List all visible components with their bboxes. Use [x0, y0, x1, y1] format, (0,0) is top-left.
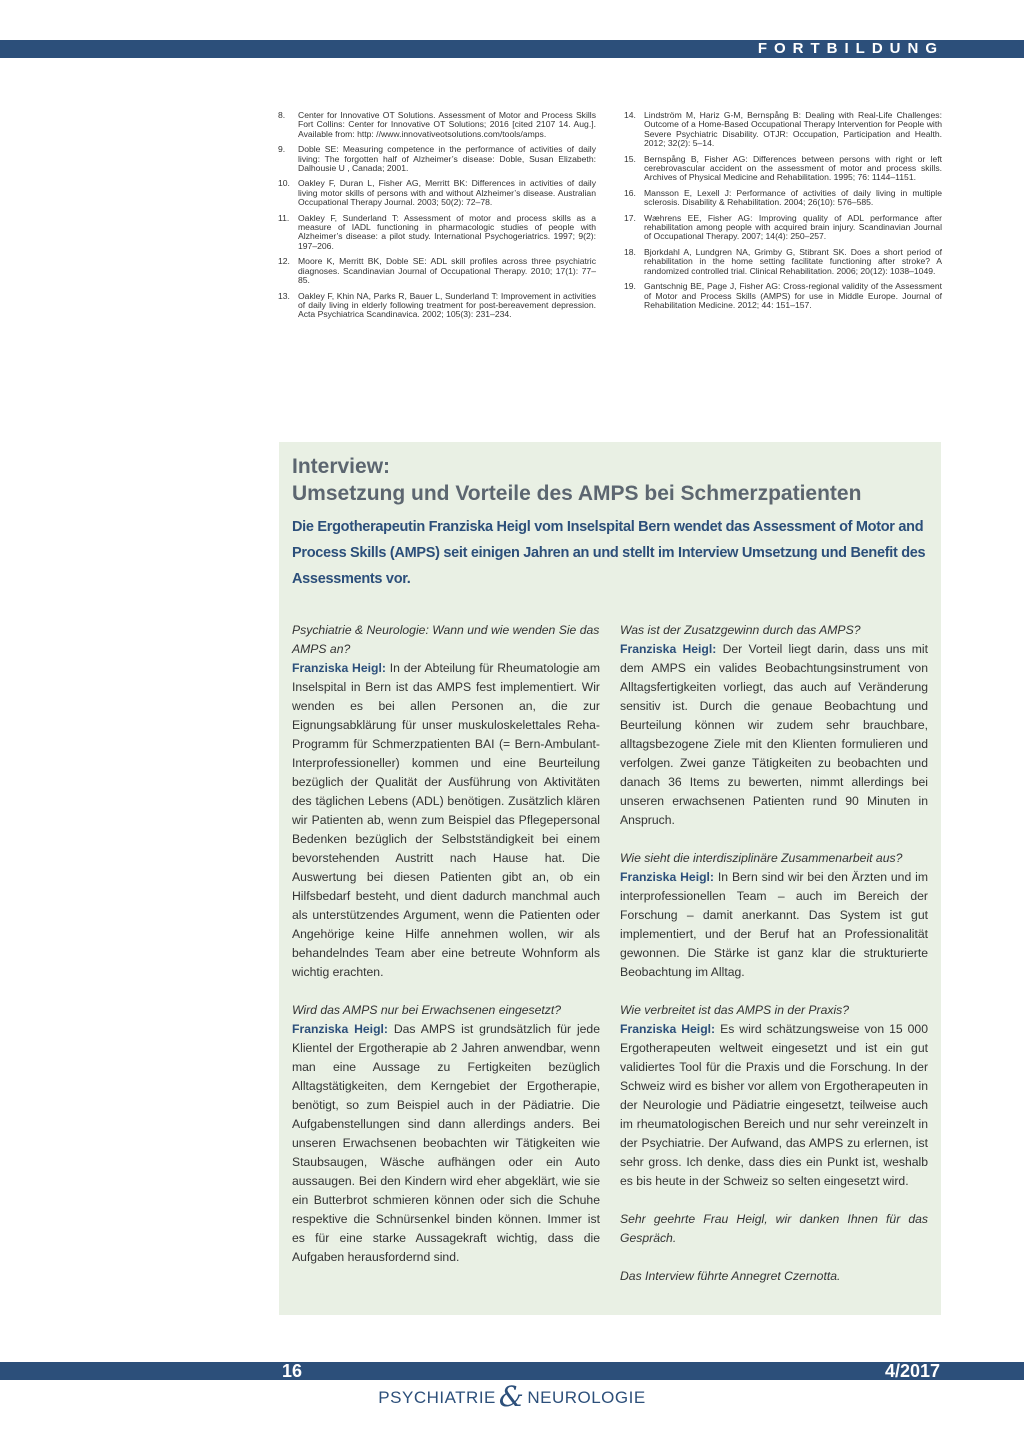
reference-item: 16. Mansson E, Lexell J: Performance of activities of daily living in multiple sclerosis. Disability & Rehabilitation. 2004; 26(10): 576–585.: [624, 187, 942, 208]
reference-item: 14. Lindström M, Hariz G-M, Bernspång B: Dealing with Real-Life Challenges: Outcome of a Home-Based Occupational Therapy Intervention for People with Severe Psychiatric Disability. OTJR: Occupation, Participation and Health. 2012; 32(2): 5–14.: [624, 110, 942, 149]
question: Wird das AMPS nur bei Erwachsenen eingesetzt?: [292, 1003, 562, 1017]
interview-title-line2: Umsetzung und Vorteile des AMPS bei Schmerzpatienten: [292, 482, 862, 505]
speaker: Franziska Heigl:: [620, 642, 717, 656]
interview-closing: Sehr geehrte Frau Heigl, wir danken Ihnen für das Gespräch.: [620, 1212, 928, 1245]
interview-title: [292, 453, 932, 507]
reference-item: 11. Oakley F, Sunderland T: Assessment of motor and process skills as a measure of IADL functioning in pharmacologic studies of people with Alzheimer’s disease: a pilot study. International Psychogeriatrics. 1997; 9(2): 197–206.: [278, 212, 596, 251]
interview-column-right: [620, 621, 928, 1305]
answer: [620, 640, 928, 830]
interview-credit: Das Interview führte Annegret Czernotta.: [620, 1269, 841, 1283]
answer-text: Es wird schätzungsweise von 15 000 Ergotherapeuten weltweit eingesetzt und ist ein gut validiertes Tool für die Praxis und die Forschung. In der Schweiz wird es bisher vor allem von Ergotherapeuten in der Neurologie und Pädiatrie eingesetzt, teilweise auch im rheumatologischen Bereich und nur sehr vereinzelt in der Psychiatrie. Der Aufwand, das AMPS zu erlernen, ist sehr gross. Ich denke, dass dies ein Punkt ist, weshalb es bis heute in der Schweiz so selten eingesetzt wird.: [620, 1022, 928, 1188]
journal-name-left: PSYCHIATRIE: [378, 1388, 496, 1407]
footer-bar: [0, 1362, 1024, 1380]
page-number: 16: [282, 1361, 303, 1381]
speaker: Franziska Heigl:: [620, 870, 714, 884]
qa-block: [620, 1001, 928, 1191]
qa-block: [620, 849, 928, 982]
question: Wie verbreitet ist das AMPS in der Praxis?: [620, 1003, 850, 1017]
references-left: [278, 111, 596, 326]
reference-item: 15. Bernspång B, Fisher AG: Differences between persons with right or left cerebrovascular accident on the assessment of motor and process skills. Archives of Physical Medicine and Rehabilitation. 1995; 76: 1144–1151.: [624, 153, 942, 183]
reference-item: 17. Wæhrens EE, Fisher AG: Improving quality of ADL performance after rehabilitation among people with acquired brain injury. Scandinavian Journal of Occupational Therapy. 2007; 14(4): 250–257.: [624, 212, 942, 242]
answer: [292, 659, 600, 982]
interview-column-left: [292, 621, 600, 1286]
reference-item: 12. Moore K, Merritt BK, Doble SE: ADL skill profiles across three psychiatric diagnoses. Scandinavian Journal of Occupational Therapy. 2010; 17(1): 77–85.: [278, 256, 596, 286]
reference-item: 8. Center for Innovative OT Solutions. Assessment of Motor and Process Skills Fort Collins: Center for Innovative OT Solutions; 2016 [cited 2107 14. Aug.]. Available from: http: //www.innovativeotsolutions.com/tools/amps.: [278, 110, 596, 139]
speaker: Franziska Heigl:: [292, 661, 386, 675]
question: Psychiatrie & Neurologie: Wann und wie wenden Sie das AMPS an?: [292, 623, 600, 656]
answer: [292, 1020, 600, 1267]
answer: [620, 868, 928, 982]
qa-block: [292, 1001, 600, 1267]
answer: [620, 1020, 928, 1191]
qa-block: [292, 621, 600, 982]
answer-text: In der Abteilung für Rheumatologie am Inselspital in Bern ist das AMPS fest implementiert. Wir wenden es bei allen Personen an, die zur Eignungsabklärung für unser muskuloskelettales Reha-Programm für Schmerzpatienten BAI (= Bern-Ambulant-Interprofessioneller) kommen und eine Beurteilung bezüglich der Qualität der Ausführung von Aktivitäten des täglichen Lebens (ADL) benötigen. Zusätzlich klären wir Patienten ab, wenn zum Beispiel das Pflegepersonal Bedenken bezüglich der Selbstständigkeit bei einem bevorstehenden Austritt nach Hause hat. Die Auswertung bei diesen Patienten gibt an, ob ein Hilfsbedarf besteht, und dient dadurch manchmal auch als unterstützendes Argument, wenn die Patienten oder Angehörige keine Hilfe annehmen wollen, wir als behandelndes Team aber eine betreute Wohnform als wichtig erachten.: [292, 661, 600, 979]
journal-logo: [0, 1380, 1024, 1413]
answer-text: Das AMPS ist grundsätzlich für jede Klientel der Ergotherapie ab 2 Jahren anwendbar, wenn man eine Aussage zu Fertigkeiten bezüglich Alltagstätigkeiten, dem Kerngebiet der Ergotherapie, benötigt, so zum Beispiel auch in der Pädiatrie. Die Aufgabenstellungen sind dann allerdings anders. Bei unseren Erwachsenen beobachten wir Tätigkeiten wie Staubsaugen, Wäsche aufhängen oder ein Auto aussaugen. Bei den Kindern wird eher abgeklärt, wie sie ein Butterbrot schmieren können oder sich die Schuhe respektive die Schnürsenkel binden können. Immer ist es für eine starke Aussagekraft wichtig, dass die Aufgaben herausfordernd sind.: [292, 1022, 600, 1264]
ampersand-glyph: &: [498, 1380, 525, 1413]
section-label: FORTBILDUNG: [757, 40, 944, 57]
reference-item: 13. Oakley F, Khin NA, Parks R, Bauer L, Sunderland T: Improvement in activities of daily living in elderly following treatment for post-bereavement depression. Acta Psychiatrica Scandinavica. 2002; 105(3): 231–234.: [278, 290, 596, 320]
interview-lead: Die Ergotherapeutin Franziska Heigl vom Inselspital Bern wendet das Assessment of Motor and Process Skills (AMPS) seit einigen Jahren an und stellt im Interview Umsetzung und Benefit des Assessments vor.: [292, 519, 926, 587]
issue-number: 4/2017: [884, 1361, 940, 1381]
question: Wie sieht die interdisziplinäre Zusammenarbeit aus?: [620, 851, 903, 865]
interview-title-line1: Interview:: [292, 455, 391, 478]
reference-item: 18. Bjorkdahl A, Lundgren NA, Grimby G, Stibrant SK. Does a short period of rehabilitation in the home setting facilitate functioning after stroke? A randomized controlled trial. Clinical Rehabilitation. 2006; 20(12): 1038–1049.: [624, 246, 942, 276]
reference-item: 9. Doble SE: Measuring competence in the performance of activities of daily living: The forgotten half of Alzheimer’s disease: Doble, Susan Elizabeth: Dalhousie U , Canada; 2001.: [278, 144, 596, 174]
reference-item: 10. Oakley F, Duran L, Fisher AG, Merritt BK: Differences in activities of daily living motor skills of persons with and without Alzheimer’s disease. Australian Occupational Therapy Journal. 2003; 50(2): 72–78.: [278, 178, 596, 208]
journal-name-right: NEUROLOGIE: [527, 1388, 646, 1407]
qa-block: [620, 621, 928, 830]
speaker: Franziska Heigl:: [620, 1022, 716, 1036]
answer-text: In Bern sind wir bei den Ärzten und im interprofessionellen Team – auch im Bereich der Forschung – damit anerkannt. Das System ist gut implementiert, und der Beruf hat an Professionalität gewonnen. Die Stärke ist ganz klar die strukturierte Beobachtung im Alltag.: [620, 870, 929, 979]
references-right: [624, 111, 942, 316]
reference-item: 19. Gantschnig BE, Page J, Fisher AG: Cross-regional validity of the Assessment of Motor and Process Skills (AMPS) for use in Middle Europe. Journal of Rehabilitation Medicine. 2012; 44: 151–157.: [624, 281, 942, 310]
speaker: Franziska Heigl:: [292, 1022, 388, 1036]
question: Was ist der Zusatzgewinn durch das AMPS?: [620, 623, 861, 637]
answer-text: Der Vorteil liegt darin, dass uns mit dem AMPS ein valides Beobachtungsinstrument von Alltagsfertigkeiten vorliegt, das auch auf Veränderung sensitiv ist. Durch die genaue Beobachtung und Beurteilung können wir zudem sehr brauchbare, alltagsbezogene Ziele mit den Klienten formulieren und verfolgen. Zwei ganze Tätigkeiten zu beobachten und danach 36 Items zu bewerten, nimmt allerdings bei unseren erwachsenen Patienten rund 90 Minuten in Anspruch.: [620, 642, 928, 827]
